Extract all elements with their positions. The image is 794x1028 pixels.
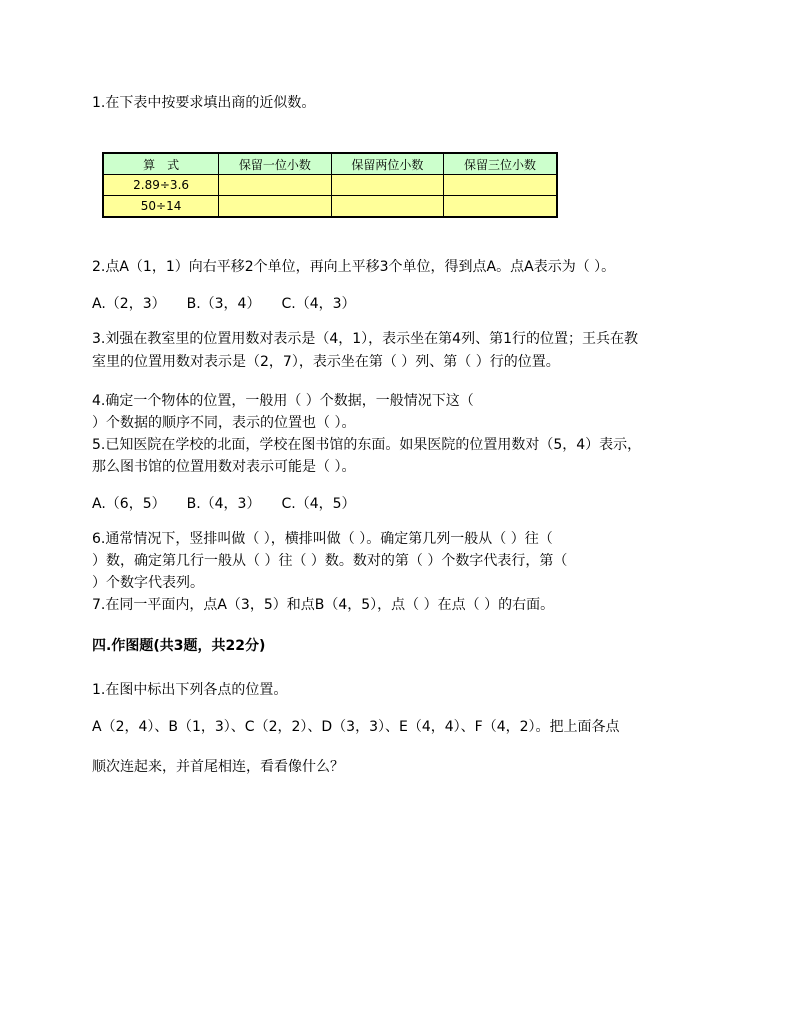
table-header-cell: 保留两位小数 <box>331 153 443 175</box>
question-6-line-3: ）个数字代表列。 <box>92 575 204 591</box>
question-4-line-1: 4.确定一个物体的位置，一般用（ ）个数据，一般情况下这（ <box>92 393 474 409</box>
question-2: 2.点A（1，1）向右平移2个单位，再向上平移3个单位，得到点A。点A表示为（ ）。 <box>92 259 616 275</box>
question-1: 1.在下表中按要求填出商的近似数。 <box>92 95 316 111</box>
table-cell-answer[interactable] <box>444 196 557 218</box>
table-cell-answer[interactable] <box>444 175 557 196</box>
table-header-row <box>103 153 557 175</box>
question-2-options: A.（2，3） B.（3，4） C.（4，3） <box>92 296 356 312</box>
table-header-cell: 保留一位小数 <box>219 153 331 175</box>
section-4-question-1-line-1: 1.在图中标出下列各点的位置。 <box>92 682 288 698</box>
table-cell-answer[interactable] <box>331 175 443 196</box>
table-cell-expression: 2.89÷3.6 <box>103 175 219 196</box>
table-header-cell: 保留三位小数 <box>444 153 557 175</box>
question-6-line-1: 6.通常情况下，竖排叫做（ ），横排叫做（ ）。确定第几列一般从（ ）往（ <box>92 531 553 547</box>
table-row <box>103 175 557 196</box>
table-row <box>103 196 557 218</box>
question-5-options: A.（6，5） B.（4，3） C.（4，5） <box>92 496 356 512</box>
table-cell-answer[interactable] <box>219 196 331 218</box>
question-3-line-2: 室里的位置用数对表示是（2，7），表示坐在第（ ）列、第（ ）行的位置。 <box>92 354 560 370</box>
table-header-cell: 算 式 <box>103 153 219 175</box>
section-4-title: 四.作图题(共3题，共22分) <box>92 638 266 654</box>
section-4-question-1-line-3: 顺次连起来，并首尾相连，看看像什么？ <box>92 759 344 775</box>
question-3-line-1: 3.刘强在教室里的位置用数对表示是（4，1），表示坐在第4列、第1行的位置；王兵在教 <box>92 331 638 347</box>
question-7: 7.在同一平面内，点A（3，5）和点B（4，5），点（ ）在点（ ）的右面。 <box>92 597 555 613</box>
table-cell-answer[interactable] <box>219 175 331 196</box>
question-5-line-2: 那么图书馆的位置用数对表示可能是（ ）。 <box>92 459 356 475</box>
question-5-line-1: 5.已知医院在学校的北面，学校在图书馆的东面。如果医院的位置用数对（5，4）表示， <box>92 437 642 453</box>
section-4-question-1-line-2: A（2，4）、B（1，3）、C（2，2）、D（3，3）、E（4，4）、F（4，2）。把上面各点 <box>92 719 620 735</box>
question-6-line-2: ）数，确定第几行一般从（ ）往（ ）数。数对的第（ ）个数字代表行，第（ <box>92 553 568 569</box>
quotient-table <box>102 152 558 218</box>
question-4-line-2: ）个数据的顺序不同，表示的位置也（ ）。 <box>92 415 356 431</box>
table-cell-expression: 50÷14 <box>103 196 219 218</box>
table-cell-answer[interactable] <box>331 196 443 218</box>
